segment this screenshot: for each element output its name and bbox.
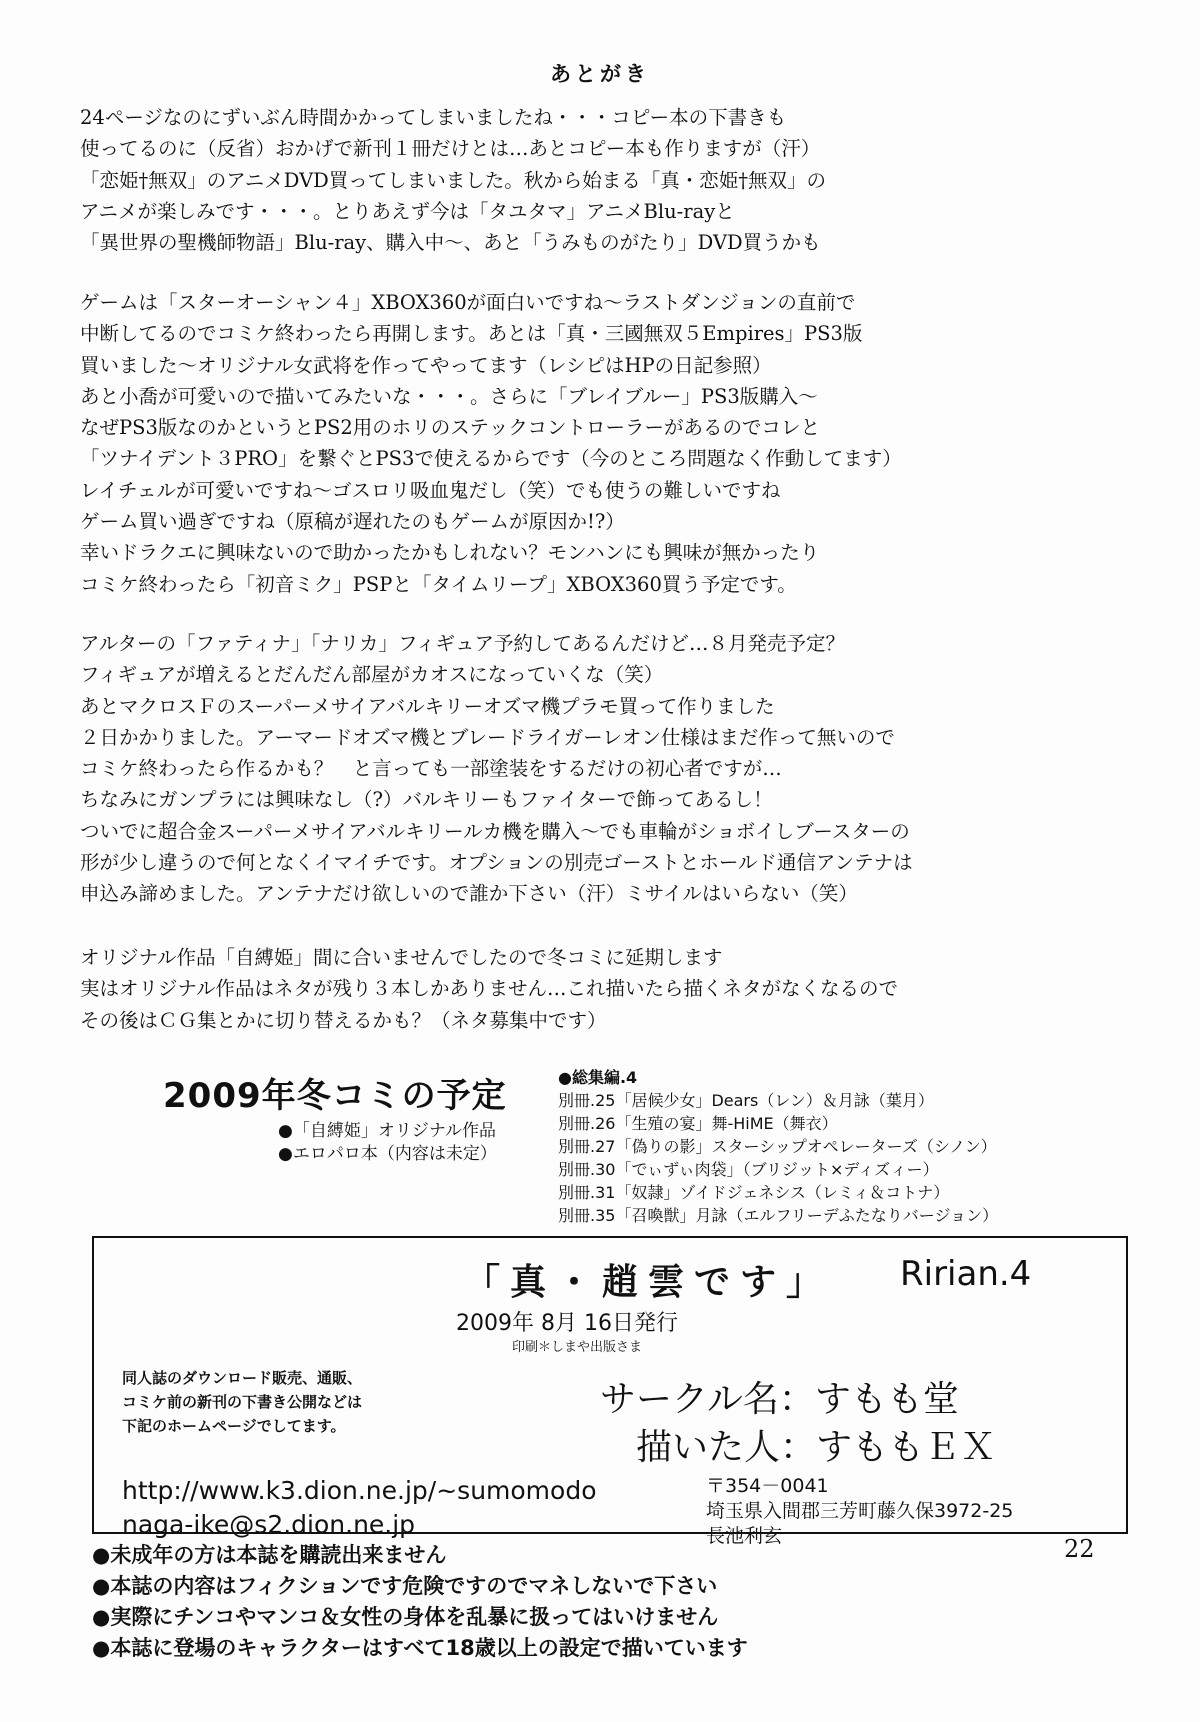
circle-name: サークル名：すもも堂 — [600, 1379, 959, 1420]
homepage-url: http://www.k3.dion.ne.jp/~sumomodo — [122, 1476, 597, 1505]
text-line: 申込み諦めました。アンテナだけ欲しいので誰か下さい（汗）ミサイルはいらない（笑） — [80, 882, 858, 906]
warning-item: ●未成年の方は本誌を購読出来ません — [92, 1543, 447, 1567]
text-line: フィギュアが増えるとだんだん部屋がカオスになっていくな（笑） — [80, 663, 664, 687]
text-line: レイチェルが可愛いですね〜ゴスロリ吸血鬼だし（笑）でも使うの難しいですね — [80, 478, 781, 502]
afterword-paragraph-4 — [80, 942, 1140, 1036]
text-line: ついでに超合金スーパーメサイアバルキリールカ機を購入〜でも車輪がショボイしブースターの — [80, 819, 910, 843]
collected-item: 別冊.26「生殖の宴」舞-HiME（舞衣） — [558, 1114, 838, 1133]
text-line: その後はＣＧ集とかに切り替えるかも？（ネタ募集中です） — [80, 1008, 607, 1032]
homepage-note-line: 同人誌のダウンロード販売、通販、 — [122, 1369, 363, 1387]
postal-code: 〒354－0041 — [706, 1475, 829, 1497]
text-line: ２日かかりました。アーマードオズマ機とブレードライガーレオン仕様はまだ作って無いので — [80, 725, 895, 749]
text-line: 「恋姫†無双」のアニメDVD買ってしまいました。秋から始まる「真・恋姫†無双」の — [80, 168, 827, 192]
afterword-paragraph-1 — [80, 102, 1140, 258]
text-line: なぜPS3版なのかというとPS2用のホリのステックコントローラーがあるのでコレと — [80, 416, 820, 440]
homepage-note-line: コミケ前の新刊の下書き公開などは — [122, 1393, 363, 1411]
text-line: コミケ終わったら「初音ミク」PSPと「タイムリープ」XBOX360買う予定です。 — [80, 572, 797, 596]
warning-item: ●本誌に登場のキャラクターはすべて18歳以上の設定で描いています — [92, 1636, 748, 1660]
schedule-item: ●エロパロ本（内容は未定） — [278, 1144, 497, 1164]
text-line: アニメが楽しみです・・・。とりあえず今は「タユタマ」アニメBlu-rayと — [80, 199, 735, 223]
schedule-title: 2009年冬コミの予定 — [163, 1076, 507, 1116]
text-line: 幸いドラクエに興味ないので助かったかもしれない？モンハンにも興味が無かったり — [80, 541, 820, 565]
series-name: Ririan.4 — [900, 1254, 1032, 1294]
publication-date: 2009年 8月 16日発行 — [456, 1311, 678, 1336]
text-line: 「異世界の聖機師物語」Blu-ray、購入中〜、あと「うみものがたり」DVD買うかも — [80, 231, 821, 255]
text-line: 買いました〜オリジナル女武将を作ってやってます（レシピはHPの日記参照） — [80, 353, 772, 377]
printer-credit: 印刷＊しまや出版さま — [512, 1340, 643, 1355]
contact-links — [122, 1474, 597, 1542]
warnings-list — [92, 1540, 748, 1664]
email-address: naga-ike@s2.dion.ne.jp — [122, 1510, 416, 1539]
schedule-item: ●「自縛姫」オリジナル作品 — [278, 1121, 496, 1141]
homepage-note-line: 下記のホームページでしてます。 — [122, 1417, 346, 1435]
collected-item: 別冊.27「偽りの影」スターシップオペレーターズ（シノン） — [558, 1137, 997, 1156]
postal-address — [706, 1474, 1013, 1549]
book-title: 「真・趙雲です」 — [464, 1261, 833, 1303]
text-line: ゲームは「スターオーシャン４」XBOX360が面白いですね〜ラストダンジョンの直前で — [80, 291, 856, 314]
text-line: ちなみにガンプラには興味なし（?）バルキリーもファイターで飾ってあるし！ — [80, 788, 773, 812]
text-line: アルターの「ファティナ」「ナリカ」フィギュア予約してあるんだけど…８月発売予定？ — [80, 632, 845, 655]
warning-item: ●実際にチンコやマンコ＆女性の身体を乱暴に扱ってはいけません — [92, 1605, 719, 1629]
contact-name: 長池利玄 — [706, 1525, 783, 1547]
text-line: あとマクロスＦのスーパーメサイアバルキリーオズマ機プラモ買って作りました — [80, 694, 775, 718]
text-line: ゲーム買い過ぎですね（原稿が遅れたのもゲームが原因か!?） — [80, 510, 625, 534]
collected-item: 別冊.31「奴隷」ゾイドジェネシス（レミィ＆コトナ） — [558, 1183, 950, 1202]
text-line: 「ツナイデント３PRO」を繋ぐとPS3で使えるからです（今のところ問題なく作動してます） — [80, 447, 902, 471]
collected-item: 別冊.25「居候少女」Dears（レン）＆月詠（葉月） — [558, 1091, 934, 1110]
text-line: 中断してるのでコミケ終わったら再開します。あとは「真・三國無双５Empires」PS3版 — [80, 322, 863, 346]
text-line: コミケ終わったら作るかも？ と言っても一部塗装をするだけの初心者ですが… — [80, 757, 782, 781]
collected-item: 別冊.30「でぃずぃ肉袋」（ブリジット×ディズィー） — [558, 1160, 939, 1179]
colophon-box — [92, 1236, 1128, 1547]
street-address: 埼玉県入間郡三芳町藤久保3972-25 — [706, 1500, 1014, 1522]
afterword-title: あとがき — [550, 61, 650, 86]
homepage-note — [122, 1366, 362, 1438]
page-number: 22 — [1064, 1535, 1095, 1563]
collected-edition-list — [558, 1066, 998, 1227]
warning-item: ●本誌の内容はフィクションです危険ですのでマネしないで下さい — [92, 1574, 718, 1598]
text-line: オリジナル作品「自縛姫」間に合いませんでしたので冬コミに延期します — [80, 946, 723, 969]
text-line: 24ページなのにずいぶん時間かかってしまいましたね・・・コピー本の下書きも — [80, 106, 787, 129]
author-name: 描いた人：すももＥＸ — [636, 1427, 997, 1468]
text-line: あと小喬が可愛いので描いてみたいな・・・。さらに「ブレイブルー」PS3版購入〜 — [80, 384, 818, 408]
collected-heading: ●総集編.4 — [558, 1068, 638, 1087]
text-line: 使ってるのに（反省）おかげで新刊１冊だけとは…あとコピー本も作りますが（汗） — [80, 137, 821, 161]
text-line: 実はオリジナル作品はネタが残り３本しかありません…これ描いたら描くネタがなくなるので — [80, 977, 899, 1001]
circle-info — [600, 1376, 996, 1472]
afterword-paragraph-2 — [80, 287, 1140, 600]
afterword-paragraph-3 — [80, 628, 1140, 910]
collected-item: 別冊.35「召喚獣」月詠（エルフリーデふたなりバージョン） — [558, 1206, 999, 1225]
text-line: 形が少し違うので何となくイマイチです。オプションの別売ゴーストとホールド通信アンテナは — [80, 851, 913, 875]
schedule-list — [278, 1120, 497, 1166]
